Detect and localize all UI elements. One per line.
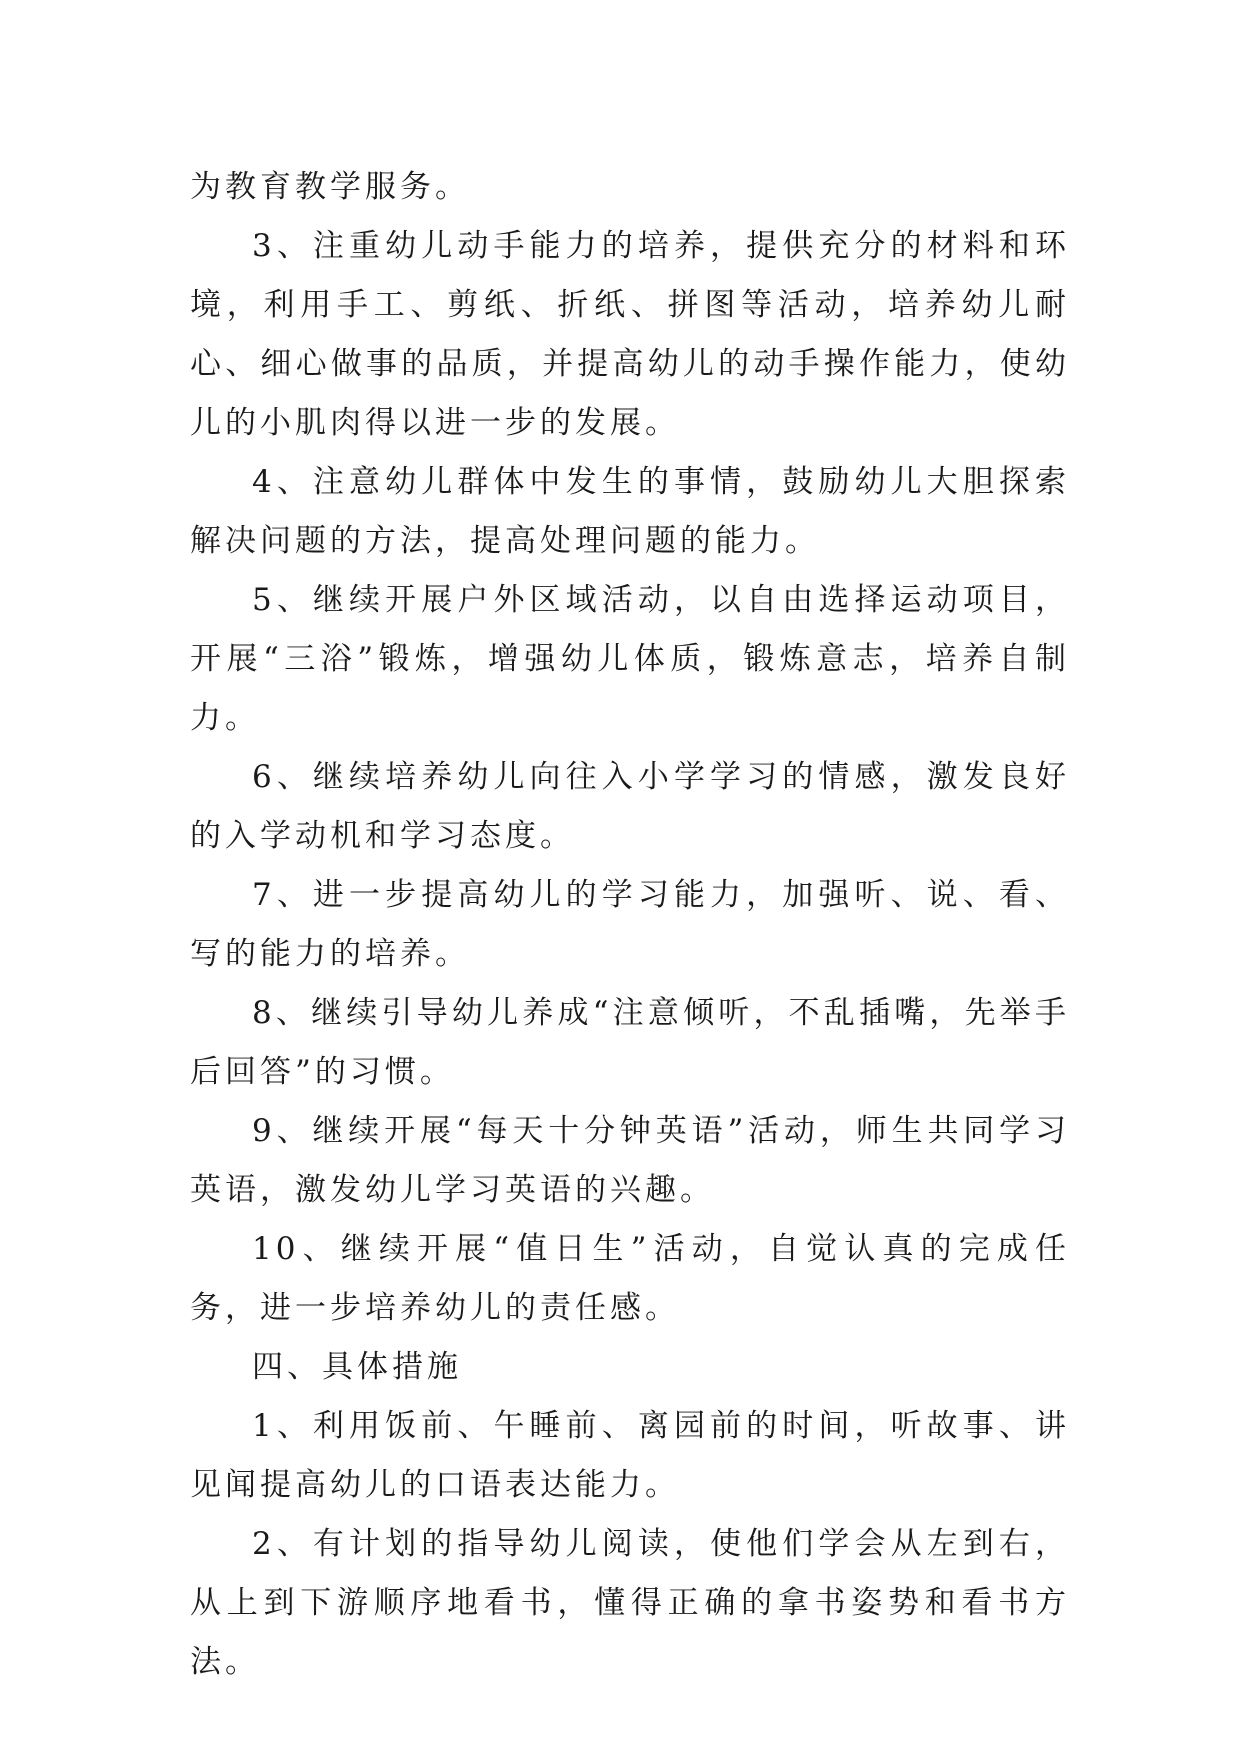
paragraph-item-6: 6、继续培养幼儿向往入小学学习的情感，激发良好的入学动机和学习态度。 bbox=[190, 759, 1070, 854]
measure-item-2: 2、有计划的指导幼儿阅读，使他们学会从左到右，从上到下游顺序地看书，懂得正确的拿书姿势和看书方法。 bbox=[190, 1526, 1070, 1680]
paragraph-item-9: 9、继续开展“每天十分钟英语”活动，师生共同学习英语，激发幼儿学习英语的兴趣。 bbox=[190, 1113, 1070, 1208]
measure-item-1: 1、利用饭前、午睡前、离园前的时间，听故事、讲见闻提高幼儿的口语表达能力。 bbox=[190, 1408, 1070, 1503]
section-heading: 四、具体措施 bbox=[252, 1349, 462, 1385]
document-body bbox=[190, 158, 1070, 1692]
paragraph-continuation: 为教育教学服务。 bbox=[190, 169, 470, 205]
paragraph-item-8: 8、继续引导幼儿养成“注意倾听，不乱插嘴，先举手后回答”的习惯。 bbox=[190, 995, 1070, 1090]
paragraph-item-3: 3、注重幼儿动手能力的培养，提供充分的材料和环境，利用手工、剪纸、折纸、拼图等活动，培养幼儿耐心、细心做事的品质，并提高幼儿的动手操作能力，使幼儿的小肌肉得以进一步的发展。 bbox=[190, 228, 1070, 441]
paragraph-item-7: 7、进一步提高幼儿的学习能力，加强听、说、看、写的能力的培养。 bbox=[190, 877, 1070, 972]
paragraph-item-5: 5、继续开展户外区域活动，以自由选择运动项目，开展“三浴”锻炼，增强幼儿体质，锻炼意志，培养自制力。 bbox=[190, 582, 1070, 736]
paragraph-item-4: 4、注意幼儿群体中发生的事情，鼓励幼儿大胆探索解决问题的方法，提高处理问题的能力。 bbox=[190, 464, 1070, 559]
paragraph-item-10: 10、继续开展“值日生”活动，自觉认真的完成任务，进一步培养幼儿的责任感。 bbox=[190, 1231, 1070, 1326]
